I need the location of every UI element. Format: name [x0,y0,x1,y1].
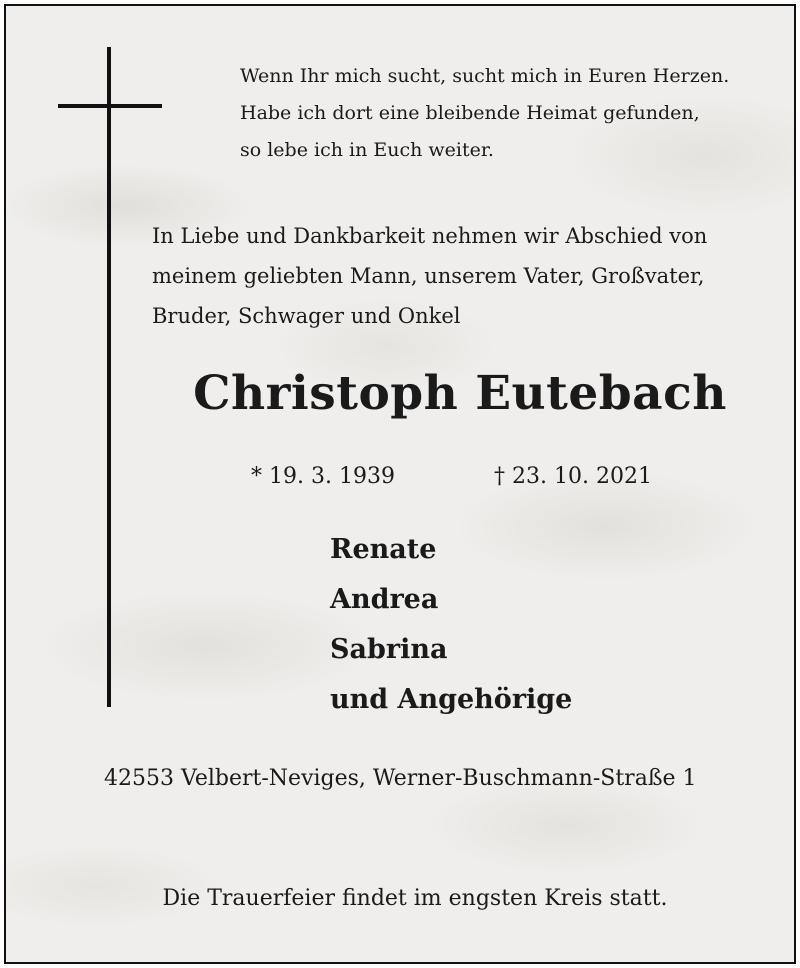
farewell-line: Bruder, Schwager und Onkel [152,304,461,328]
poem-line: so lebe ich in Euch weiter. [240,139,494,161]
deceased-name: Christoph Eutebach [193,366,727,421]
death-date: † 23. 10. 2021 [494,464,652,489]
poem-line: Habe ich dort eine bleibende Heimat gefunden, [240,102,700,124]
cross-icon-bar [58,104,162,108]
mourner-name: Renate [330,534,437,565]
mourner-name: und Angehörige [330,684,573,715]
poem [240,58,729,169]
mourners-list [330,525,572,725]
funeral-note: Die Trauerfeier findet im engsten Kreis statt. [162,886,668,911]
obituary-notice [4,4,796,964]
farewell-text [152,216,707,336]
mourner-name: Andrea [330,584,439,615]
birth-date: * 19. 3. 1939 [251,464,395,489]
address: 42553 Velbert-Neviges, Werner-Buschmann-Straße 1 [104,766,697,791]
mourner-name: Sabrina [330,634,448,665]
farewell-line: meinem geliebten Mann, unserem Vater, Großvater, [152,264,705,288]
poem-line: Wenn Ihr mich sucht, sucht mich in Euren Herzen. [240,65,730,87]
farewell-line: In Liebe und Dankbarkeit nehmen wir Abschied von [152,224,708,248]
